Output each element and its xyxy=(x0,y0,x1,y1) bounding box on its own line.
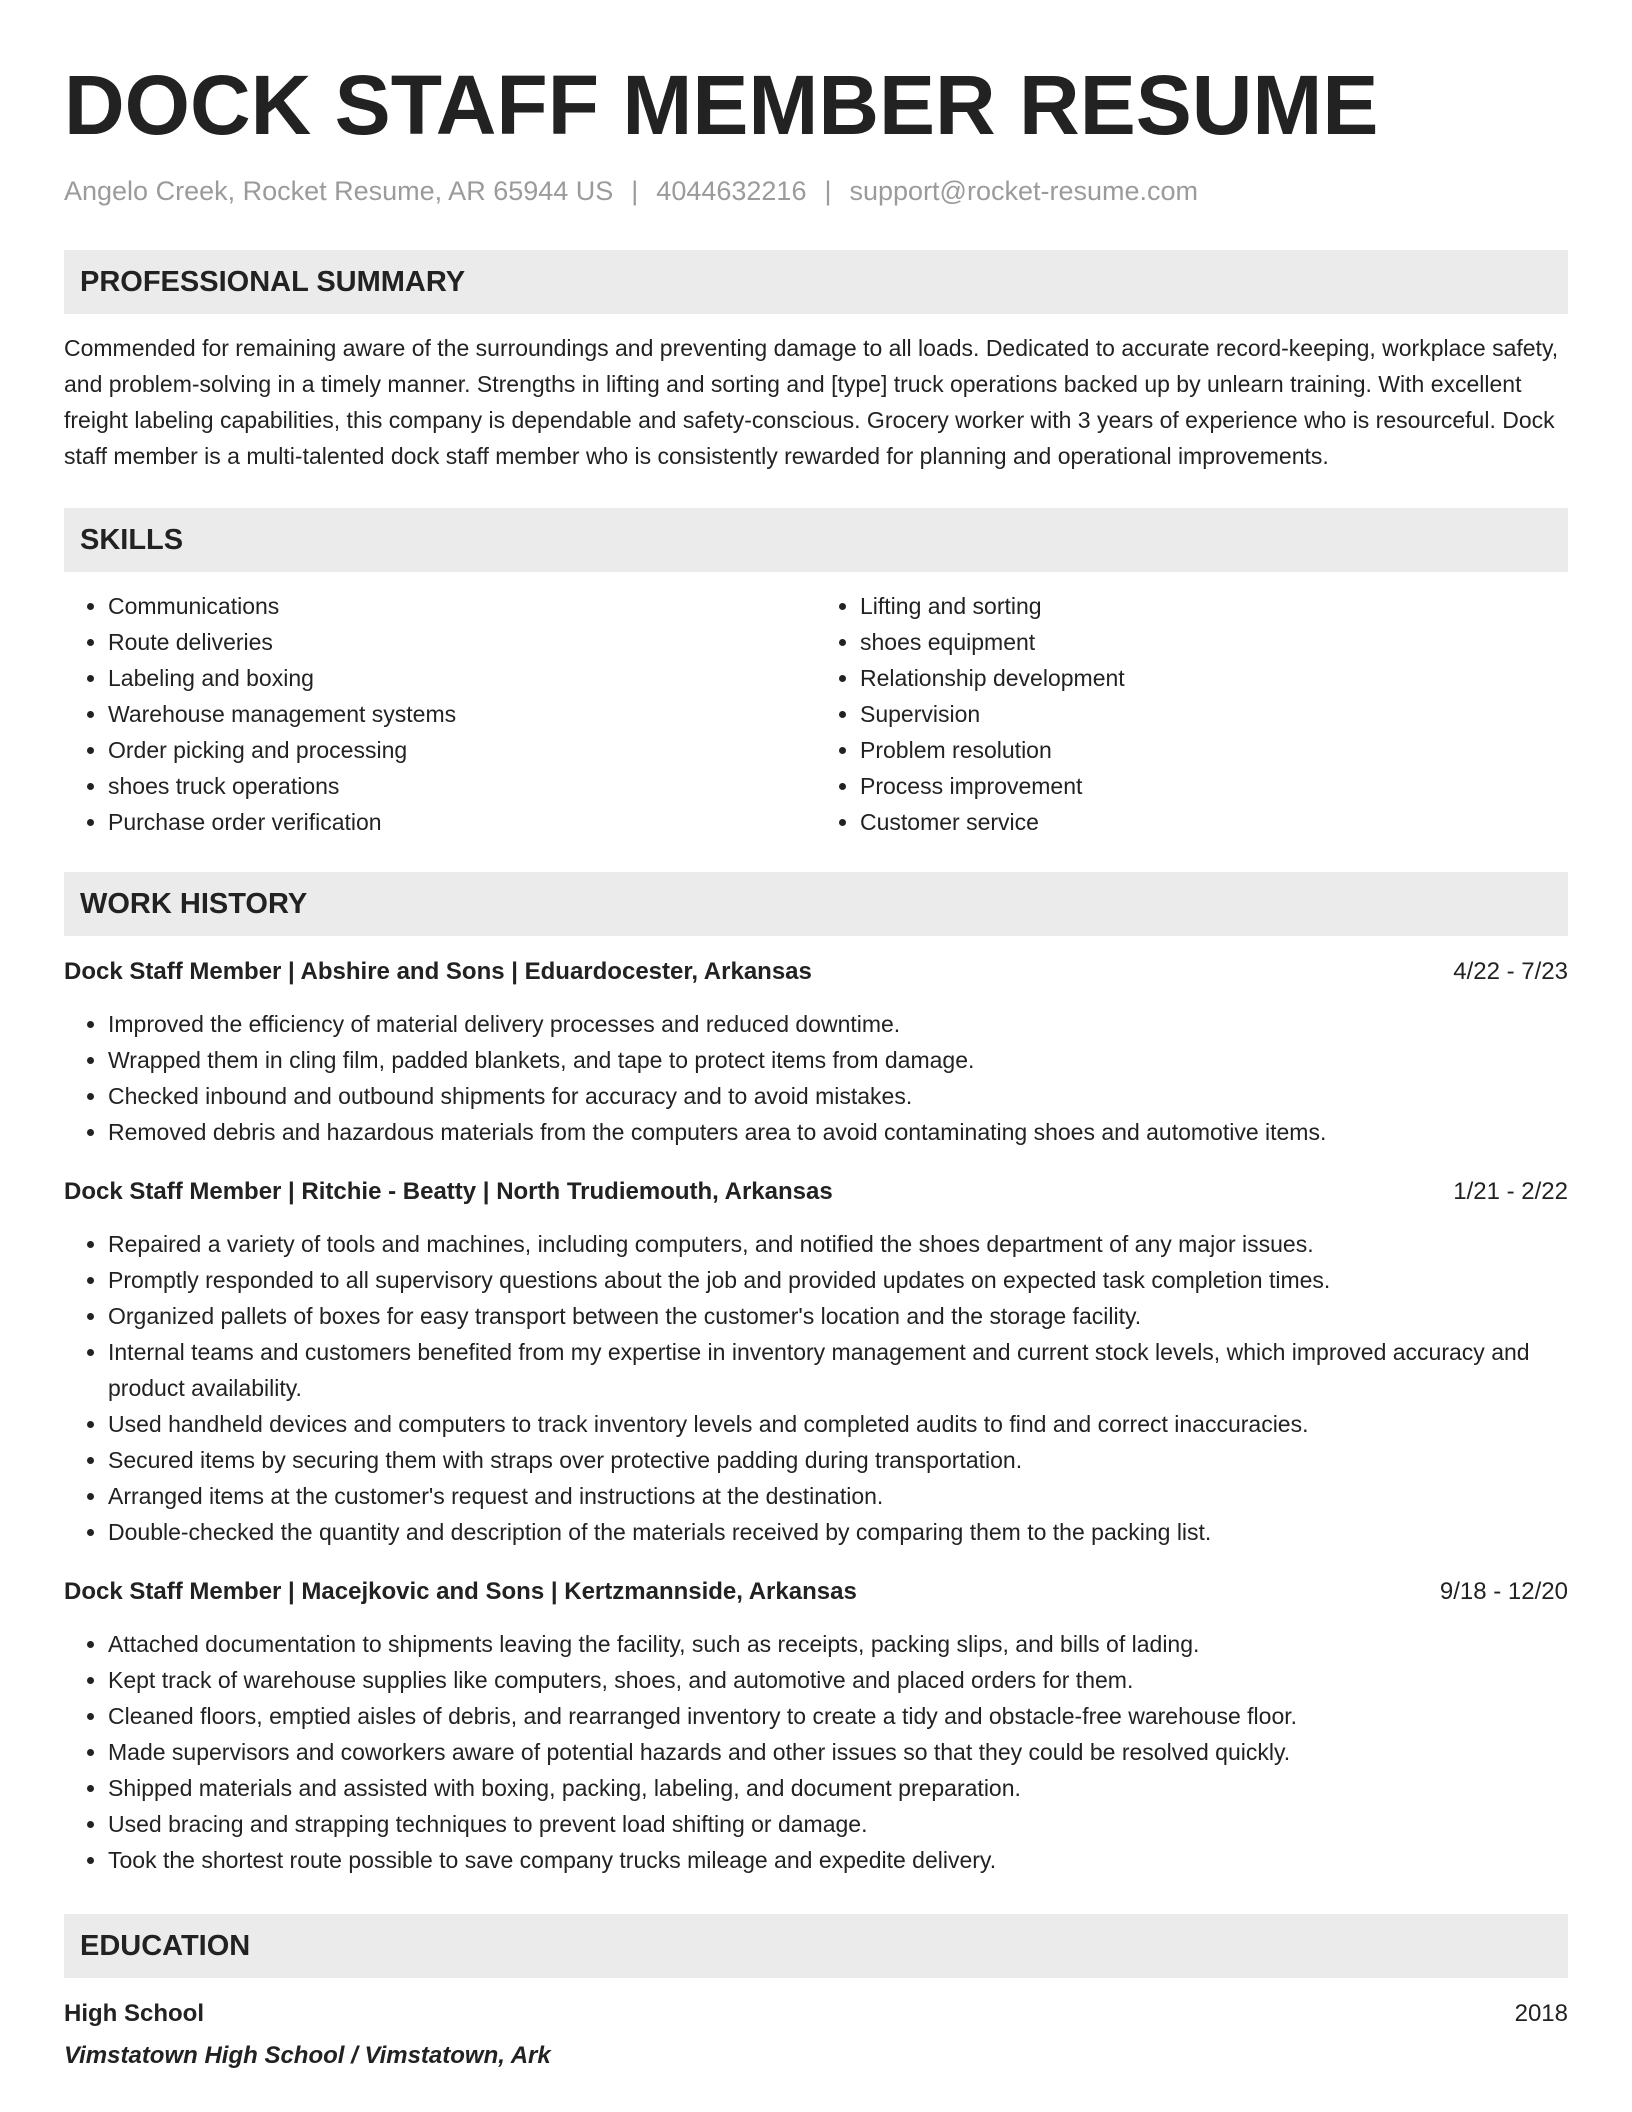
job-bullet: • Promptly responded to all supervisory questions about the job and provided updates on expected task completion times. xyxy=(108,1262,1568,1298)
skill-item: • Lifting and sorting xyxy=(860,588,1568,624)
contact-phone: 4044632216 xyxy=(656,176,807,206)
contact-separator: | xyxy=(631,176,639,206)
section-header-summary: PROFESSIONAL SUMMARY xyxy=(64,250,1568,314)
education-school: Vimstatown High School / Vimstatown, Ark xyxy=(64,2042,551,2069)
job-entry xyxy=(64,1574,1568,1878)
job-bullet: • Checked inbound and outbound shipments for accuracy and to avoid mistakes. xyxy=(108,1078,1568,1114)
job-bullet: • Cleaned floors, emptied aisles of debris, and rearranged inventory to create a tidy and obstacle-free warehouse floor. xyxy=(108,1698,1568,1734)
skill-item: • shoes equipment xyxy=(860,624,1568,660)
job-dates: 9/18 - 12/20 xyxy=(1439,1578,1568,1605)
skills-column-right xyxy=(816,588,1568,840)
job-bullet: • Used handheld devices and computers to track inventory levels and completed audits to find and correct inaccuracies. xyxy=(108,1406,1568,1442)
contact-email: support@rocket-resume.com xyxy=(849,176,1199,206)
education-entry xyxy=(64,1996,1568,2032)
job-dates: 1/21 - 2/22 xyxy=(1453,1178,1568,1205)
job-bullet: • Wrapped them in cling film, padded blankets, and tape to protect items from damage. xyxy=(108,1042,1568,1078)
skill-item: • shoes truck operations xyxy=(108,768,816,804)
skill-item: • Order picking and processing xyxy=(108,732,816,768)
section-header-skills: SKILLS xyxy=(64,508,1568,572)
job-bullet: • Used bracing and strapping techniques to prevent load shifting or damage. xyxy=(108,1806,1568,1842)
job-dates: 4/22 - 7/23 xyxy=(1453,958,1568,985)
job-bullet: • Kept track of warehouse supplies like computers, shoes, and automotive and placed orders for them. xyxy=(108,1662,1568,1698)
job-bullet: • Took the shortest route possible to save company trucks mileage and expedite delivery. xyxy=(108,1842,1568,1878)
skill-item: • Purchase order verification xyxy=(108,804,816,840)
section-header-education: EDUCATION xyxy=(64,1914,1568,1978)
job-header xyxy=(64,954,1568,990)
job-bullet: • Arranged items at the customer's request and instructions at the destination. xyxy=(108,1478,1568,1514)
job-title: Dock Staff Member | Ritchie - Beatty | North Trudiemouth, Arkansas xyxy=(64,1178,833,1205)
job-bullet: • Improved the efficiency of material delivery processes and reduced downtime. xyxy=(108,1006,1568,1042)
job-bullet: • Attached documentation to shipments leaving the facility, such as receipts, packing slips, and bills of lading. xyxy=(108,1626,1568,1662)
skill-item: • Customer service xyxy=(860,804,1568,840)
skill-item: • Labeling and boxing xyxy=(108,660,816,696)
skills-list xyxy=(64,588,1568,840)
skill-item: • Communications xyxy=(108,588,816,624)
skill-item: • Supervision xyxy=(860,696,1568,732)
resume-title: DOCK STAFF MEMBER RESUME xyxy=(64,58,1379,152)
skill-item: • Relationship development xyxy=(860,660,1568,696)
skill-item: • Route deliveries xyxy=(108,624,816,660)
education-degree: High School xyxy=(64,2000,204,2027)
job-title: Dock Staff Member | Macejkovic and Sons | Kertzmannside, Arkansas xyxy=(64,1578,857,1605)
job-bullet: • Internal teams and customers benefited from my expertise in inventory management and current stock levels, which improved accuracy and product availability. xyxy=(108,1334,1568,1406)
job-bullet: • Secured items by securing them with straps over protective padding during transportation. xyxy=(108,1442,1568,1478)
skill-item: • Process improvement xyxy=(860,768,1568,804)
job-bullet: • Removed debris and hazardous materials from the computers area to avoid contaminating shoes and automotive items. xyxy=(108,1114,1568,1150)
section-header-work-history: WORK HISTORY xyxy=(64,872,1568,936)
education-year: 2018 xyxy=(1514,2000,1568,2027)
skills-column-left xyxy=(64,588,816,840)
skill-item: • Problem resolution xyxy=(860,732,1568,768)
contact-line xyxy=(64,173,1568,209)
job-entry xyxy=(64,1174,1568,1550)
job-entry xyxy=(64,954,1568,1150)
job-bullets xyxy=(64,1006,1568,1150)
job-header xyxy=(64,1174,1568,1210)
skill-item: • Warehouse management systems xyxy=(108,696,816,732)
job-bullet: • Shipped materials and assisted with boxing, packing, labeling, and document preparation. xyxy=(108,1770,1568,1806)
job-bullet: • Made supervisors and coworkers aware of potential hazards and other issues so that they could be resolved quickly. xyxy=(108,1734,1568,1770)
job-header xyxy=(64,1574,1568,1610)
job-title: Dock Staff Member | Abshire and Sons | Eduardocester, Arkansas xyxy=(64,958,812,985)
job-bullet: • Organized pallets of boxes for easy transport between the customer's location and the storage facility. xyxy=(108,1298,1568,1334)
job-bullets xyxy=(64,1626,1568,1878)
job-bullet: • Repaired a variety of tools and machines, including computers, and notified the shoes department of any major issues. xyxy=(108,1226,1568,1262)
contact-separator: | xyxy=(824,176,832,206)
job-bullet: • Double-checked the quantity and description of the materials received by comparing them to the packing list. xyxy=(108,1514,1568,1550)
summary-text: Commended for remaining aware of the surroundings and preventing damage to all loads. Dedicated to accurate record-keeping, workplace safety, and problem-solving in a timely manner. Strengths in lifting and sorting and [type] truck operations backed up by unlearn training. With excellent freight labeling capabilities, this company is dependable and safety-conscious. Grocery worker with 3 years of experience who is resourceful. Dock staff member is a multi-talented dock staff member who is consistently rewarded for planning and operational improvements. xyxy=(64,335,1559,469)
job-bullets xyxy=(64,1226,1568,1550)
contact-address: Angelo Creek, Rocket Resume, AR 65944 US xyxy=(64,176,614,206)
